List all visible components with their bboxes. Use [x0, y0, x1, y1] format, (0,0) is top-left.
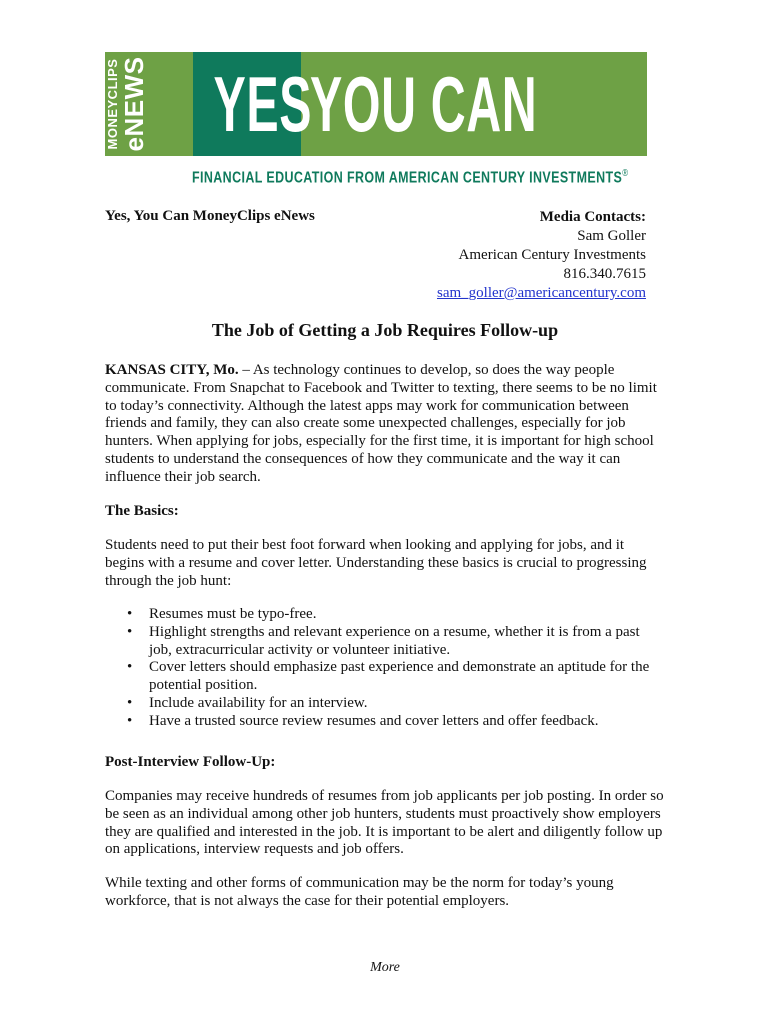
publication-name: Yes, You Can MoneyClips eNews: [105, 208, 315, 224]
side-text-bottom: eNEWS: [119, 56, 149, 152]
follow-up-heading: Post-Interview Follow-Up:: [105, 754, 276, 770]
side-text-top: MONEYCLIPS: [105, 58, 120, 150]
list-item: • Include availability for an interview.: [105, 695, 665, 713]
newsletter-banner: [105, 52, 647, 156]
list-item: • Cover letters should emphasize past experience and demonstrate an aptitude for the potential position.: [105, 659, 665, 695]
follow-up-paragraph-2: While texting and other forms of communication may be the norm for today’s young workforce, that is not always the case for their potential employers.: [105, 875, 614, 909]
basics-paragraph: Students need to put their best foot forward when looking and applying for jobs, and it begins with a resume and cover letter. Understanding these basics is crucial to progressing through the job hunt:: [105, 537, 647, 589]
banner-tagline: [192, 168, 628, 187]
dateline: KANSAS CITY, Mo.: [105, 362, 239, 378]
registered-mark: ®: [622, 168, 629, 179]
basics-bullet-list: [105, 606, 665, 731]
media-contacts-label: Media Contacts:: [539, 209, 646, 225]
contact-organization: American Century Investments: [458, 247, 646, 263]
basics-heading: The Basics:: [105, 503, 179, 519]
more-indicator: More: [370, 960, 400, 975]
media-contacts: [346, 208, 646, 303]
yes-box: [193, 52, 313, 156]
contact-email-link[interactable]: sam_goller@americancentury.com: [436, 285, 646, 301]
intro-text: – As technology continues to develop, so does the way people communicate. From Snapchat to Facebook and Twitter to texting, there seems to be no limit to today’s connectivity. Although the latest apps may work for communication between friends and family, they can also create some unexpected challenges, especially for job hunters. When applying for jobs, especially for the first time, it is important for high school students to understand the consequences of how they communicate and the way it can influence their job search.: [105, 362, 657, 485]
intro-paragraph: [105, 362, 665, 487]
article-title: The Job of Getting a Job Requires Follow-up: [211, 320, 559, 340]
list-item: • Have a trusted source review resumes and cover letters and offer feedback.: [105, 713, 665, 731]
list-item: • Highlight strengths and relevant experience on a resume, whether it is from a past job, extracurricular activity or volunteer initiative.: [105, 624, 665, 660]
tagline-text: FINANCIAL EDUCATION FROM AMERICAN CENTURY INVESTMENTS: [192, 169, 623, 187]
yes-text: YES: [213, 60, 313, 148]
you-can-text: YOU CAN: [310, 60, 538, 148]
contact-name: Sam Goller: [577, 228, 646, 244]
follow-up-paragraph-1: Companies may receive hundreds of resumes from job applicants per job posting. In order so be seen as an individual among other job hunters, students must proactively show employers they are qualified and interested in the job. It is important to be alert and diligently follow up on applications, interview requests and job offers.: [105, 788, 664, 858]
list-item: • Resumes must be typo-free.: [105, 606, 665, 624]
moneyclips-enews-logo-text: [106, 56, 160, 152]
contact-phone: 816.340.7615: [563, 266, 646, 282]
